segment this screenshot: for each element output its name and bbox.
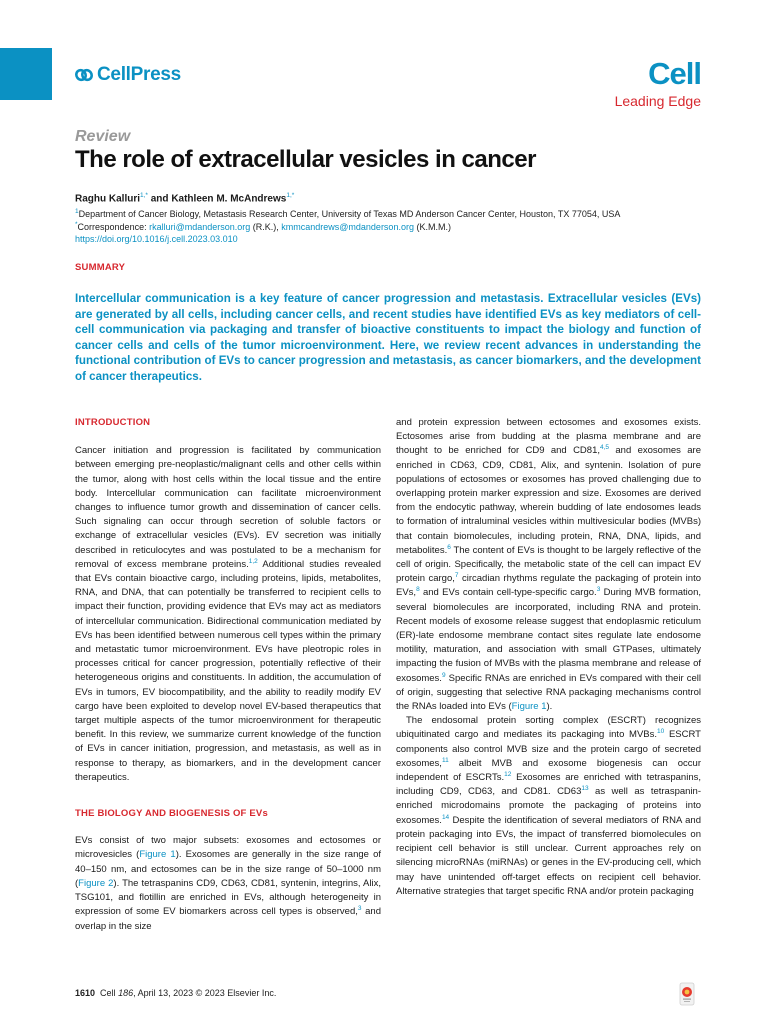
- citation-link[interactable]: 13: [581, 785, 589, 793]
- cellpress-logo[interactable]: [75, 64, 181, 86]
- citation-link[interactable]: 11: [441, 756, 449, 764]
- citation-link[interactable]: 3: [596, 586, 601, 594]
- article-type: Review: [75, 128, 131, 145]
- citation-link[interactable]: 3: [357, 905, 362, 913]
- introduction-paragraph: [75, 444, 381, 785]
- summary-heading: SUMMARY: [75, 262, 126, 273]
- biology-heading: THE BIOLOGY AND BIOGENESIS OF EVs: [75, 808, 268, 820]
- citation-link[interactable]: 7: [454, 572, 459, 580]
- summary-text: Intercellular communication is a key feature of cancer progression and metastasis. Extracellular vesicles (EVs) are generated by all cells, including cancer cells, and recent studies have identified EVs as key mediators of cell-cell communication via packaging and transfer of bioactive constituents to impact the biology and function of cancer cells and cells of the tumor microenvironment. Here, we review recent advances in understanding the functional contribution of EVs to cancer progression and metastasis, as cancer biomarkers, and the development of cancer therapeutics.: [75, 292, 701, 383]
- correspondence-initials: (R.K.),: [250, 222, 282, 232]
- cellpress-link-icon: [75, 68, 93, 82]
- biology-paragraph: [75, 834, 381, 933]
- right-column: [396, 416, 701, 899]
- citation-link[interactable]: 8: [416, 586, 420, 594]
- citation-link[interactable]: 10: [657, 728, 665, 736]
- body-text: Additional studies revealed that EVs contain bioactive cargo, including proteins, lipids, metabolites, RNA, and DNA, that can potentially be transferred to recipient cells to impact their function, providing evidence that EVs may act as mediators of intercellular communication. Bidirectional communication mediated by EVs has been identified between numerous cell types within the primary and metastatic tumor microenvironment. EVs have pleotropic roles in processes critical for cancer progression, potentially reflective of their heterogeneous origins and constituents. In addition, the accumulation of EVs in tumors, EV biocompatibility, and the ability to readily modify EV cargo have been exploited to develop novel EV-based therapeutics that target multiple aspects of the tumor microenvironment for therapeutic benefit. In this review, we summarize current knowledge of the function of EVs in cancer initiation, progression, and metastasis, as well as in response to therapy, as biomarkers, and in the development cancer therapeutics.: [75, 558, 381, 783]
- body-text: and overlap in the size: [75, 906, 381, 932]
- footer-volume: 186: [118, 988, 134, 998]
- body-text: ). Exosomes are generally in the size range of 40–150 nm, and ectosomes can be in the size range of 50–1000 nm (: [75, 849, 382, 889]
- citation-link[interactable]: 12: [504, 770, 512, 778]
- figure-link[interactable]: Figure 1: [511, 701, 547, 713]
- affiliation: [75, 206, 715, 220]
- author-affiliation-marker: 1,*: [140, 192, 148, 199]
- body-text: as well as tetraspanin-enriched microdomains promote the packaging of proteins into exosomes.: [396, 786, 701, 826]
- journal-section: Leading Edge: [614, 93, 701, 109]
- body-text: The content of EVs is thought to be largely reflective of the cell of origin. Specifically, the metabolic state of the cell can impact EV protein cargo,: [396, 544, 701, 585]
- biology-paragraph-continued: [396, 416, 701, 714]
- page-footer: [75, 988, 276, 998]
- correspondence-email-link[interactable]: kmmcandrews@mdanderson.org: [281, 222, 414, 232]
- affiliation-text: Department of Cancer Biology, Metastasis Research Center, University of Texas MD Anderson Cancer Center, Houston, TX 77054, USA: [78, 209, 621, 219]
- author-affiliation-marker: 1,*: [286, 192, 295, 199]
- citation-link[interactable]: 1,2: [248, 557, 258, 565]
- correspondence-email-link[interactable]: rkalluri@mdanderson.org: [149, 222, 251, 232]
- left-column: [75, 416, 381, 934]
- author-conjunction: and: [147, 193, 172, 205]
- citation-link[interactable]: 4,5: [600, 444, 610, 452]
- body-text: ESCRT components also control MVB size and the protein cargo of secreted exosomes,: [396, 729, 701, 769]
- citation-link[interactable]: 6: [447, 543, 451, 551]
- body-text: albeit MVB and exosome biogenesis can occur independent of ESCRTs.: [396, 757, 701, 784]
- check-for-updates-icon[interactable]: [678, 982, 696, 1006]
- correspondence-marker: *: [75, 221, 78, 228]
- body-text: Exosomes are enriched with tetraspanins, including CD9, CD63, and CD81. CD63: [396, 772, 701, 798]
- figure-link[interactable]: Figure 2: [78, 877, 114, 889]
- citation-link[interactable]: 14: [441, 813, 450, 821]
- page-number: 1610: [75, 988, 96, 998]
- footer-journal: Cell: [100, 988, 116, 998]
- escrt-paragraph: [396, 714, 701, 899]
- author-name[interactable]: Raghu Kalluri: [75, 193, 141, 205]
- correspondence: [75, 219, 715, 233]
- body-text: and protein expression between ectosomes and exosomes exists. Ectosomes arise from budding at the plasma membrane and are thought to be enriched for CD9 and CD81,: [396, 417, 701, 457]
- footer-date-copyright: , April 13, 2023 © 2023 Elsevier Inc.: [133, 988, 277, 998]
- author-line: [75, 192, 294, 204]
- body-text: Specific RNAs are enriched in EVs compared with their cell of origin, suggesting that selective RNA packaging mechanisms control the RNAs loaded into EVs (: [396, 672, 701, 713]
- body-text: and EVs contain cell-type-specific cargo.: [419, 587, 597, 599]
- figure-link[interactable]: Figure 1: [139, 849, 176, 861]
- body-text: ). The tetraspanins CD9, CD63, CD81, syntenin, integrins, Alix, TSG101, and flotillin are enriched in EVs, although heterogeneity in expression of some EV biomarkers across cell types is observed,: [75, 877, 381, 918]
- doi-link[interactable]: https://doi.org/10.1016/j.cell.2023.03.010: [75, 234, 238, 244]
- journal-logo[interactable]: Cell: [648, 56, 701, 91]
- body-text: Cancer initiation and progression is facilitated by communication between emerging pre-neoplastic/malignant cells and other cells within the tumor, along with host cells within the local tissue and the entire body. Intercellular communication can facilitate microenvironment changes to influence tumor growth and dissemination of cancer cells. Such signaling can occur through secretion of soluble factors or exchange of extracellular vesicles (EVs). EV secretion was initially described in reticulocytes and was postulated to be a mechanism for removal of excess membrane proteins.: [75, 445, 381, 570]
- body-text: and exosomes are enriched in CD63, CD9, CD81, Alix, and syntenin. Isolation of pure populations of ectosomes or exosomes has proved challenging due to overlapping protein marker expression and size. Exosomes are derived from the endocytic pathway, wherein budding of late endosomes leads to formation of intraluminal vesicles within multivesicular bodies (MVBs) that contain biomolecules, including protein, RNA, DNA, lipids, and metabolites.: [396, 445, 701, 556]
- body-text: circadian rhythms regulate the packaging of protein into EVs,: [396, 573, 702, 599]
- body-text: EVs consist of two major subsets: exosomes and ectosomes or microvesicles (: [75, 835, 381, 861]
- body-text: During MVB formation, several biomolecules are incorporated, including RNA and protein. Recent models of exosome release suggest that endoplasmic reticulum (ER)-late endosome membrane contact sites regulate late endosome motility, maturation, and association with small GTPases, ultimately impacting the fusion of MVBs with the plasma membrane and release of exosomes.: [396, 587, 701, 684]
- citation-link[interactable]: 9: [441, 671, 446, 679]
- article-title: The role of extracellular vesicles in cancer: [75, 146, 536, 173]
- correspondence-label: Correspondence:: [77, 222, 150, 232]
- affiliation-marker: 1: [75, 208, 79, 215]
- publisher-name: CellPress: [97, 64, 181, 85]
- doi-line: [75, 233, 715, 245]
- author-name[interactable]: Kathleen M. McAndrews: [171, 193, 287, 205]
- body-text: ).: [546, 701, 553, 713]
- introduction-heading: INTRODUCTION: [75, 417, 151, 428]
- correspondence-initials: (K.M.M.): [413, 222, 451, 232]
- body-text: Despite the identification of several mediators of RNA and protein packaging into EVs, the impact of transferred biomolecules on recipient cell behavior is still unclear. Current approaches rely on silencing microRNAs (miRNAs) or genes in the EV-producing cell, which may have unintended off-target effects on recipient cell behavior. Alternative strategies that target specific RNA and/or protein packaging: [396, 814, 701, 897]
- header-color-tab: [0, 48, 52, 100]
- body-text: The endosomal protein sorting complex (ESCRT) recognizes ubiquitinated cargo and mediates its packaging into MVBs.: [396, 715, 701, 741]
